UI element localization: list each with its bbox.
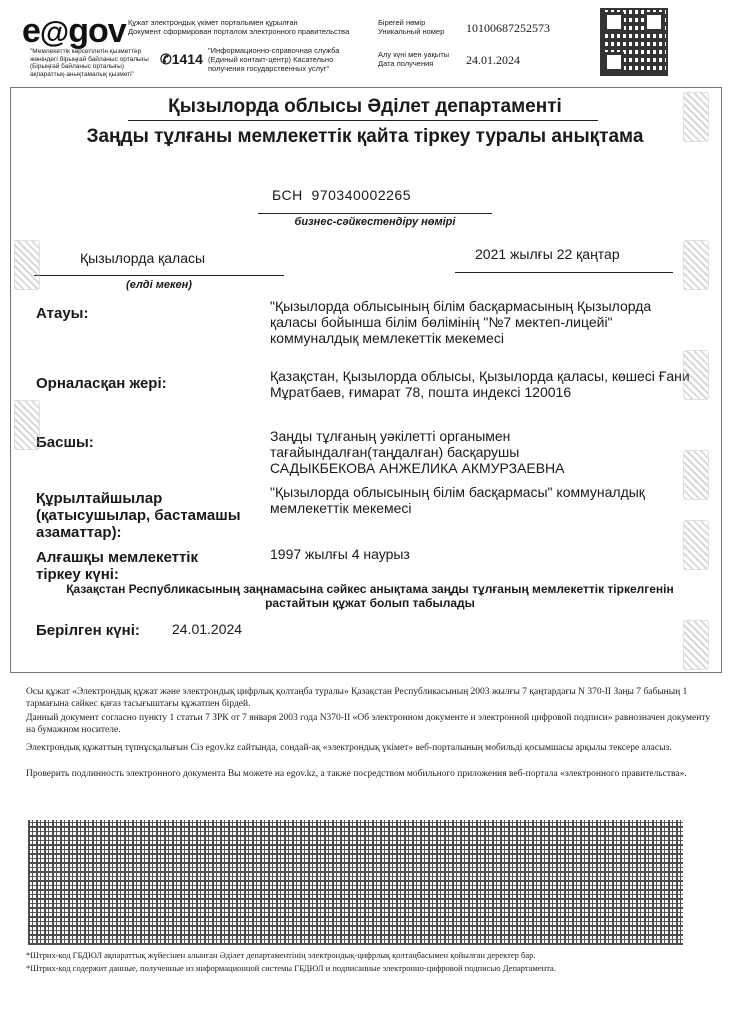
watermark-stamp: [683, 450, 709, 500]
bsn-value: 970340002265: [311, 187, 411, 203]
reg-number-label-ru: Уникальный номер: [378, 27, 445, 36]
head-value: [270, 428, 670, 476]
first-registration-label: Алғашқы мемлекеттік тіркеу күні:: [36, 549, 198, 583]
barcode-note-kz: *Штрих-код ГБДЮЛ ақпараттық жүйесінен алынған Әділет департаментінің электрондық-цифрлық қолтаңбасымен қойылған деректер бар.: [26, 950, 536, 960]
watermark-stamp: [14, 400, 40, 450]
founders-value: "Қызылорда облысының білім басқармасы" коммуналдық мемлекеттік мекемесі: [270, 484, 645, 516]
head-role: Заңды тұлғаның уәкілетті органымен тағайындалған(таңдалған) басқарушы: [270, 428, 520, 460]
registration-date: 2021 жылғы 22 қаңтар: [475, 246, 620, 262]
department-title: Қызылорда облысы Әділет департаменті: [168, 96, 562, 117]
egov-logo: e@gov: [22, 12, 126, 50]
issued-value: 24.01.2024: [172, 621, 243, 637]
receipt-date-value: 24.01.2024: [466, 53, 520, 67]
watermark-stamp: [683, 92, 709, 142]
contact-center-kz: "Мемлекеттік көрсетілетін қызметтер жөніндегі бірыңғай байланыс орталығы (Бірыңғай байланыс орталығы) ақпараттық-анықтамалық қызметі": [30, 48, 149, 78]
address-label: Орналасқан жері:: [36, 375, 167, 392]
2d-barcode: [28, 820, 683, 945]
name-label: Атауы:: [36, 305, 89, 322]
bsn-caption: бизнес-сәйкестендіру нөмірі: [294, 216, 456, 228]
locality-caption: (елді мекен): [126, 279, 192, 291]
phone-icon: ✆: [160, 51, 172, 67]
locality-underline: [34, 275, 284, 276]
date-underline: [455, 272, 673, 273]
watermark-stamp: [683, 520, 709, 570]
receipt-date-label-ru: Дата получения: [378, 59, 434, 68]
bsn: БСН 970340002265: [272, 187, 411, 203]
locality: Қызылорда қаласы: [80, 250, 206, 266]
verify-note-kz: Электрондық құжаттың түпнұсқалығын Сіз egov.kz сайтында, сондай-ақ «электрондық үкімет» веб-порталының мобильді қосымшасы арқылы тексере аласыз.: [26, 743, 672, 753]
first-registration-value: 1997 жылғы 4 наурыз: [270, 546, 410, 562]
legal-note-ru: Данный документ согласно пункту 1 статьи 7 ЗРК от 7 января 2003 года N370-II «Об электронном документе и электронной цифровой подписи» равнозначен документу на бумажном носителе.: [26, 713, 711, 735]
address-value: Қазақстан, Қызылорда облысы, Қызылорда қаласы, көшесі Ғани Мұратбаев, ғимарат 78, пошта индексі 120016: [270, 368, 690, 400]
founders-label: Құрылтайшылар (қатысушылар, бастамашы азаматтар):: [36, 490, 241, 541]
qr-code: [600, 8, 668, 76]
bsn-underline: [258, 213, 492, 214]
verify-note-ru: Проверить подлинность электронного документа Вы можете на egov.kz, а также посредством мобильного приложения веб-портала «электронного правительства».: [26, 769, 687, 779]
portal-note-ru: Документ сформирован порталом электронного правительства: [128, 27, 350, 36]
head-name: САДЫКБЕКОВА АНЖЕЛИКА АКМУРЗАЕВНА: [270, 460, 565, 476]
issued-label: Берілген күні:: [36, 622, 140, 639]
watermark-stamp: [683, 240, 709, 290]
receipt-date-label: [378, 50, 449, 68]
name-value: "Қызылорда облысының білім басқармасының Қызылорда қаласы бойынша білім бөлімінің "№7 мектеп-лицейі" коммуналдық мемлекеттік мекемесі: [270, 298, 652, 346]
phone-number: ✆1414: [160, 51, 203, 67]
reg-number-value: 10100687252573: [466, 21, 550, 35]
receipt-date-label-kz: Алу күні мен уақыты: [378, 50, 450, 59]
title-divider: [128, 120, 598, 121]
watermark-stamp: [683, 350, 709, 400]
legal-note-kz: Осы құжат «Электрондық құжат және электрондық цифрлық қолтаңба туралы» Қазақстан Республикасының 2003 жылғы 7 қаңтардағы N 370-II Заңы 7 бабының 1 тармағына сәйкес қағаз тасығыштағы құжатпен бірдей.: [26, 687, 688, 709]
barcode-note-ru: *Штрих-код содержит данные, полученные из информационной системы ГБДЮЛ и подписанные электронно-цифровой подписью Департамента.: [26, 963, 556, 973]
portal-note-kz: Құжат электрондық үкімет порталымен құрылған: [128, 18, 298, 27]
portal-note: [128, 18, 358, 36]
reg-number-label-kz: Бірегей нөмір: [378, 18, 426, 27]
watermark-stamp: [14, 240, 40, 290]
contact-center-ru: "Информационно-справочная служба (Единый контакт-центр) Касательно получения государственных услуг": [208, 46, 340, 73]
confirmation-text: Қазақстан Республикасының заңнамасына сәйкес анықтама заңды тұлғаның мемлекеттік тіркелгенін растайтын құжат болып табылады: [66, 582, 674, 610]
watermark-stamp: [683, 620, 709, 670]
head-label: Басшы:: [36, 434, 94, 451]
document-title: Заңды тұлғаны мемлекеттік қайта тіркеу туралы анықтама: [86, 126, 644, 147]
reg-number-label: [378, 18, 444, 36]
